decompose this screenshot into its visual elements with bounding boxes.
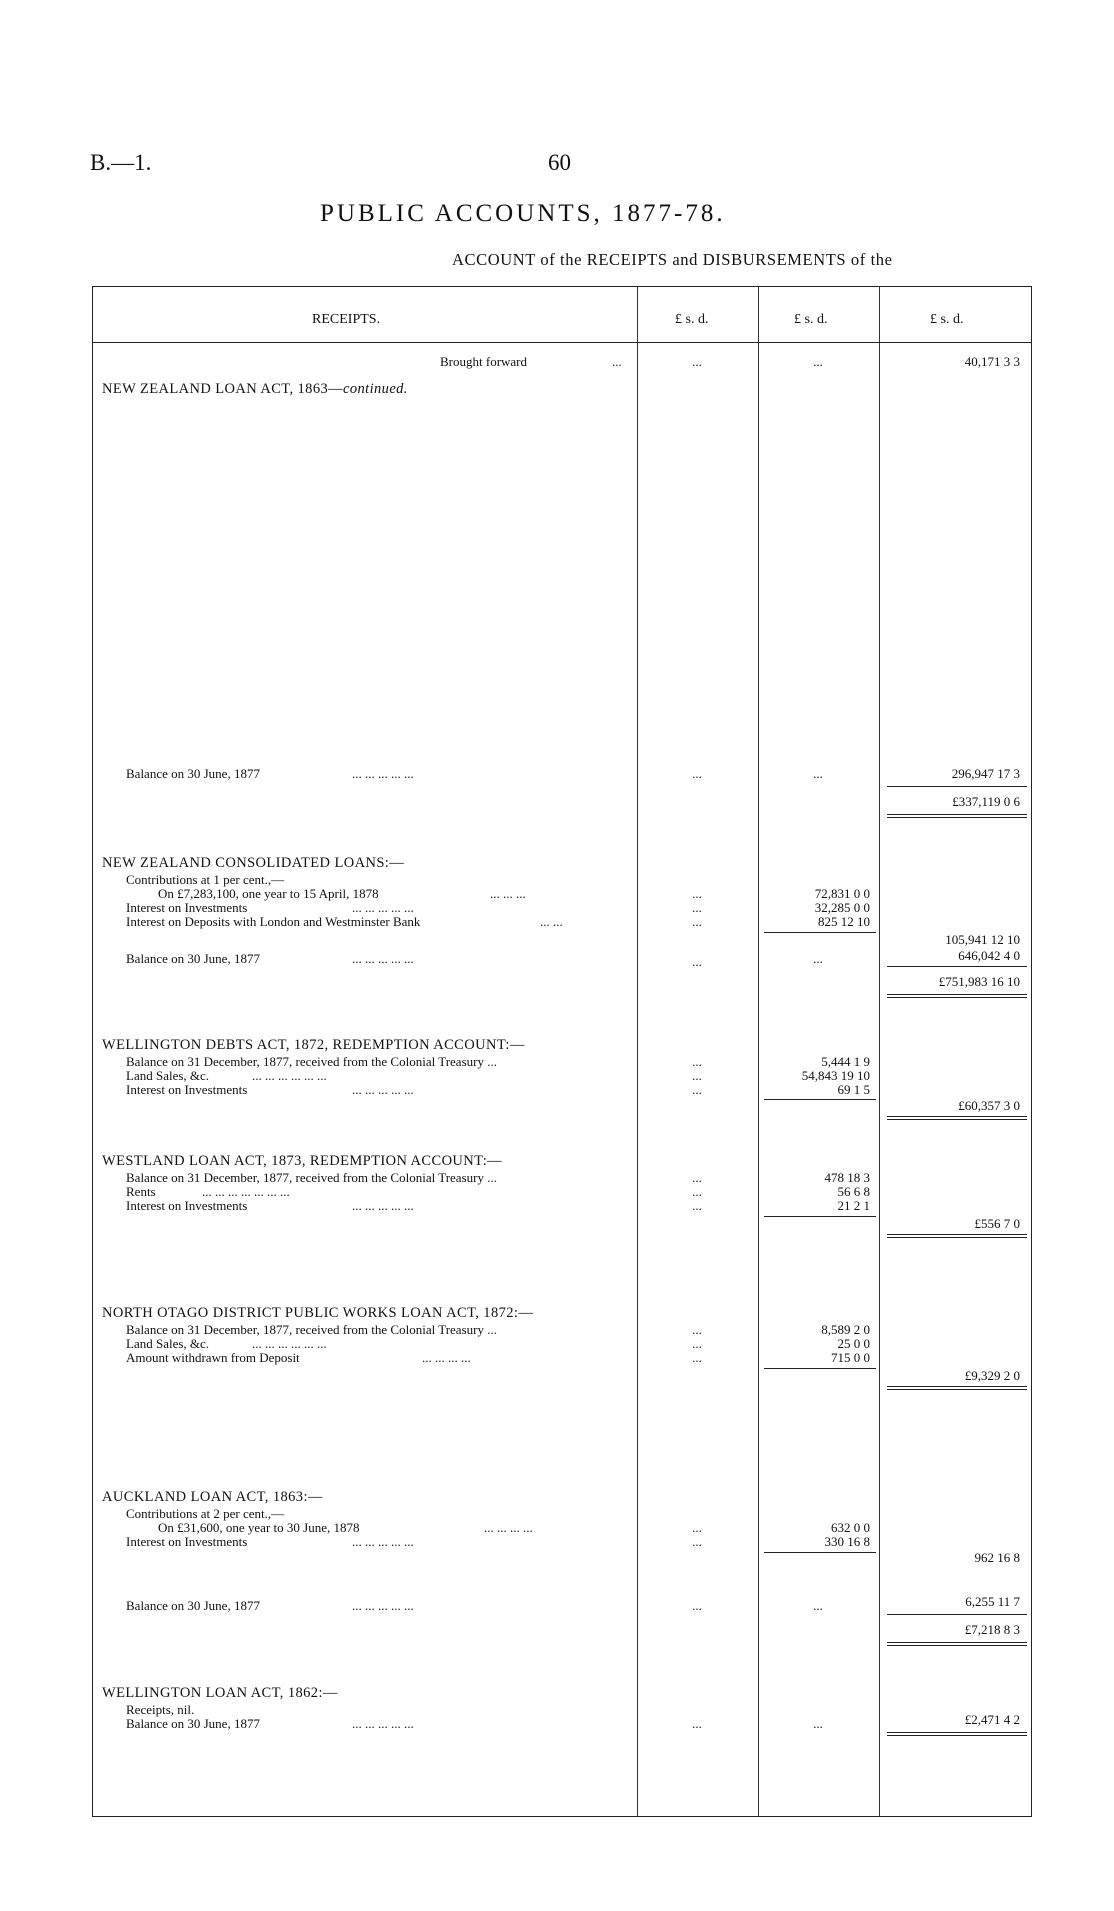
- wda-total: £60,357 3 0: [958, 1098, 1020, 1113]
- ala-balance-lead: ... ... ... ... ...: [352, 1598, 414, 1613]
- receipts-column-header: RECEIPTS.: [312, 312, 381, 327]
- nzcl-balance-c2: ...: [813, 951, 823, 966]
- section-heading-westland-loan-act: WESTLAND LOAN ACT, 1873, REDEMPTION ACCOUNT:—: [102, 1153, 503, 1169]
- nzcl-line-interest-deposits-lead: ... ...: [540, 914, 563, 929]
- nzcl-c1-2: ...: [692, 900, 702, 915]
- wla-line-balance: Balance on 31 December, 1877, received from the Colonial Treasury ...: [126, 1170, 497, 1185]
- nz-loan-total-rule-b: [887, 817, 1027, 818]
- account-subtitle: ACCOUNT of the RECEIPTS and DISBURSEMENTS of the: [452, 250, 893, 269]
- ala-sum-rule: [887, 1614, 1027, 1615]
- column-header-pounds-1: £ s. d.: [675, 312, 709, 327]
- wda-c1-3: ...: [692, 1082, 702, 1097]
- nzcl-total-rule-b: [887, 997, 1027, 998]
- nzcl-c1-1: ...: [692, 886, 702, 901]
- wda-value-3: 69 1 5: [837, 1082, 870, 1097]
- nodp-value-2: 25 0 0: [837, 1336, 870, 1351]
- ala-line-interest: Interest on Investments: [126, 1534, 248, 1549]
- ala-line-contributions: Contributions at 2 per cent.,—: [126, 1506, 285, 1521]
- nzcl-c1-3: ...: [692, 914, 702, 929]
- nodp-value-1: 8,589 2 0: [821, 1322, 870, 1337]
- wla-line-rents-lead: ... ... ... ... ... ... ...: [202, 1184, 290, 1199]
- wda-line-balance: Balance on 31 December, 1877, received from the Colonial Treasury ...: [126, 1054, 497, 1069]
- wla-total-rule-b: [887, 1237, 1027, 1238]
- ala-balance-c2: ...: [813, 1598, 823, 1613]
- receipts-table: [92, 286, 1032, 1816]
- wla-value-1: 478 18 3: [824, 1170, 870, 1185]
- brought-forward-c1: ...: [692, 354, 702, 369]
- ala-line-interest-lead: ... ... ... ... ...: [352, 1534, 414, 1549]
- wda-line-interest-lead: ... ... ... ... ...: [352, 1082, 414, 1097]
- brought-forward-c2: ...: [813, 354, 823, 369]
- brought-forward-label: Brought forward: [440, 354, 528, 369]
- column-header-pounds-2: £ s. d.: [794, 312, 828, 327]
- document-code: B.—1.: [90, 150, 152, 175]
- wla-c1-3: ...: [692, 1198, 702, 1213]
- column-divider-3: [879, 286, 880, 1816]
- nzcl-balance-amount: 646,042 4 0: [958, 948, 1020, 963]
- wla2-c1: ...: [692, 1716, 702, 1731]
- page-title: PUBLIC ACCOUNTS, 1877-78.: [320, 200, 726, 227]
- ala-value-2: 330 16 8: [824, 1534, 870, 1549]
- nzcl-balance-lead: ... ... ... ... ...: [352, 951, 414, 966]
- wla2-total-rule-b: [887, 1735, 1027, 1736]
- nzcl-total-rule-a: [887, 994, 1027, 995]
- nodp-total-rule-a: [887, 1386, 1027, 1387]
- nz-loan-balance-c2: ...: [813, 766, 823, 781]
- nz-loan-sum-rule: [887, 786, 1027, 787]
- wla2-line-balance: Balance on 30 June, 1877: [126, 1716, 260, 1731]
- wda-line-land-sales: Land Sales, &c.: [126, 1068, 210, 1083]
- ala-total: £7,218 8 3: [964, 1622, 1020, 1637]
- table-bottom-rule: [92, 1816, 1032, 1817]
- wda-total-rule-a: [887, 1116, 1027, 1117]
- nodp-total-rule-b: [887, 1389, 1027, 1390]
- nzcl-line-on-amount-lead: ... ... ...: [490, 886, 526, 901]
- wda-line-land-sales-lead: ... ... ... ... ... ...: [252, 1068, 327, 1083]
- ala-total-rule-b: [887, 1645, 1027, 1646]
- nodp-value-3: 715 0 0: [831, 1350, 870, 1365]
- section-heading-north-otago-loan-act: NORTH OTAGO DISTRICT PUBLIC WORKS LOAN ACT, 1872:—: [102, 1305, 534, 1321]
- nz-loan-balance-c1: ...: [692, 766, 702, 781]
- section-heading-nz-loan-act: NEW ZEALAND LOAN ACT, 1863—continued.: [102, 381, 408, 397]
- wla2-c2: ...: [813, 1716, 823, 1731]
- wda-sum-rule: [764, 1099, 876, 1100]
- ala-total-rule-a: [887, 1642, 1027, 1643]
- ala-c1-2: ...: [692, 1534, 702, 1549]
- nzcl-line-interest-investments-lead: ... ... ... ... ...: [352, 900, 414, 915]
- wda-value-2: 54,843 19 10: [801, 1068, 870, 1083]
- section-heading-wellington-debts-act: WELLINGTON DEBTS ACT, 1872, REDEMPTION ACCOUNT:—: [102, 1037, 525, 1053]
- wla-total-rule-a: [887, 1234, 1027, 1235]
- nodp-total: £9,329 2 0: [964, 1368, 1020, 1383]
- wla-sum-rule: [764, 1216, 876, 1217]
- ala-sum-rule-c2: [764, 1552, 876, 1553]
- nzcl-subtotal: 105,941 12 10: [945, 932, 1020, 947]
- wla-line-interest: Interest on Investments: [126, 1198, 248, 1213]
- nzcl-value-3: 825 12 10: [818, 914, 870, 929]
- wla-line-interest-lead: ... ... ... ... ...: [352, 1198, 414, 1213]
- wda-c1-1: ...: [692, 1054, 702, 1069]
- nzcl-value-1: 72,831 0 0: [814, 886, 870, 901]
- nzcl-line-interest-deposits: Interest on Deposits with London and Westminster Bank: [126, 914, 421, 929]
- header-rule: [92, 342, 1032, 343]
- nodp-c1-3: ...: [692, 1350, 702, 1365]
- nzcl-balance-c1: ...: [692, 954, 702, 969]
- wla-line-rents: Rents: [126, 1184, 156, 1199]
- ala-balance-c1: ...: [692, 1598, 702, 1613]
- nodp-sum-rule: [764, 1368, 876, 1369]
- nodp-line-withdrawn-lead: ... ... ... ...: [422, 1350, 471, 1365]
- nzcl-total: £751,983 16 10: [938, 974, 1020, 989]
- wla2-total: £2,471 4 2: [964, 1712, 1020, 1727]
- wla-c1-1: ...: [692, 1170, 702, 1185]
- ala-line-on-amount-lead: ... ... ... ...: [484, 1520, 533, 1535]
- nz-loan-balance-lead: ... ... ... ... ...: [352, 766, 414, 781]
- nodp-c1-1: ...: [692, 1322, 702, 1337]
- nodp-line-land-sales-lead: ... ... ... ... ... ...: [252, 1336, 327, 1351]
- nzcl-value-2: 32,285 0 0: [814, 900, 870, 915]
- nzcl-line-on-amount: On £7,283,100, one year to 15 April, 1878: [158, 886, 379, 901]
- brought-forward-lead: ...: [612, 354, 622, 369]
- wla-c1-2: ...: [692, 1184, 702, 1199]
- ala-balance-amount: 6,255 11 7: [965, 1594, 1020, 1609]
- ala-balance-label: Balance on 30 June, 1877: [126, 1598, 260, 1613]
- column-header-pounds-3: £ s. d.: [930, 312, 964, 327]
- brought-forward-amount: 40,171 3 3: [964, 354, 1020, 369]
- section-heading-auckland-loan-act: AUCKLAND LOAN ACT, 1863:—: [102, 1489, 323, 1505]
- section-heading-wellington-loan-act: WELLINGTON LOAN ACT, 1862:—: [102, 1685, 338, 1701]
- nzcl-sum-rule: [887, 966, 1027, 967]
- nodp-line-land-sales: Land Sales, &c.: [126, 1336, 210, 1351]
- wda-total-rule-b: [887, 1119, 1027, 1120]
- nzcl-line-interest-investments: Interest on Investments: [126, 900, 248, 915]
- nzcl-sum-rule-c2: [764, 932, 876, 933]
- column-divider-2: [758, 286, 759, 1816]
- nodp-line-withdrawn: Amount withdrawn from Deposit: [126, 1350, 300, 1365]
- wla2-line-balance-lead: ... ... ... ... ...: [352, 1716, 414, 1731]
- section-heading-nz-consolidated-loans: NEW ZEALAND CONSOLIDATED LOANS:—: [102, 855, 405, 871]
- nz-loan-balance-amount: 296,947 17 3: [951, 766, 1020, 781]
- ala-subtotal: 962 16 8: [974, 1550, 1020, 1565]
- ala-value-1: 632 0 0: [831, 1520, 870, 1535]
- wla2-total-rule-a: [887, 1732, 1027, 1733]
- wla-value-3: 21 2 1: [837, 1198, 870, 1213]
- nzcl-balance-label: Balance on 30 June, 1877: [126, 951, 260, 966]
- nz-loan-total-rule-a: [887, 814, 1027, 815]
- wla-total: £556 7 0: [974, 1216, 1020, 1231]
- wla-value-2: 56 6 8: [837, 1184, 870, 1199]
- wda-c1-2: ...: [692, 1068, 702, 1083]
- wla2-line-receipts: Receipts, nil.: [126, 1702, 195, 1717]
- nzcl-line-contributions: Contributions at 1 per cent.,—: [126, 872, 285, 887]
- wda-line-interest: Interest on Investments: [126, 1082, 248, 1097]
- column-divider-1: [637, 286, 638, 1816]
- page-number: 60: [548, 150, 571, 175]
- nz-loan-balance-label: Balance on 30 June, 1877: [126, 766, 260, 781]
- wda-value-1: 5,444 1 9: [821, 1054, 870, 1069]
- nz-loan-total: £337,119 0 6: [952, 794, 1020, 809]
- ala-line-on-amount: On £31,600, one year to 30 June, 1878: [158, 1520, 360, 1535]
- nodp-c1-2: ...: [692, 1336, 702, 1351]
- nodp-line-balance: Balance on 31 December, 1877, received from the Colonial Treasury ...: [126, 1322, 497, 1337]
- ala-c1-1: ...: [692, 1520, 702, 1535]
